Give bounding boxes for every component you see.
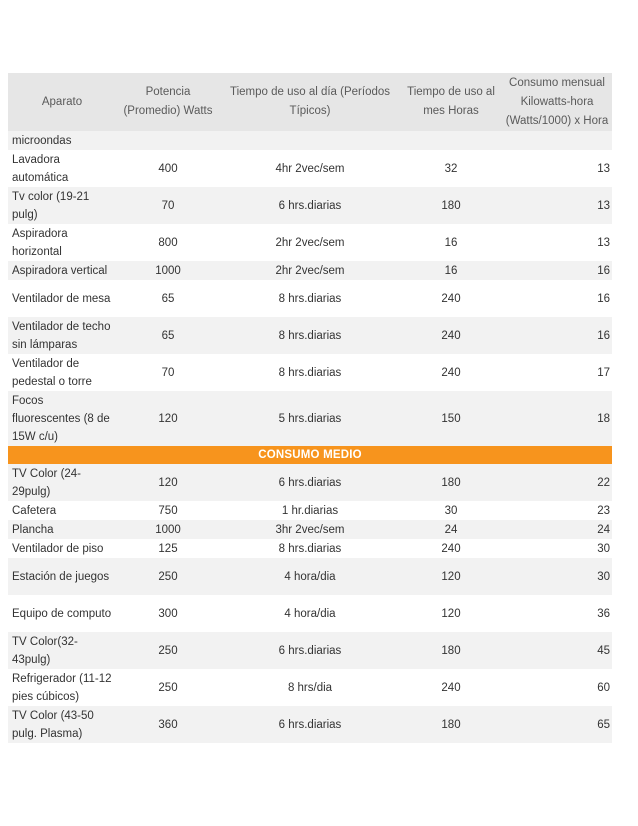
table-row — [8, 520, 612, 539]
cell-tiempo-dia: 2hr 2vec/sem — [220, 224, 400, 261]
cell-tiempo-mes: 16 — [400, 224, 502, 261]
cell-tiempo-dia: 8 hrs.diarias — [220, 280, 400, 317]
cell-aparato: Equipo de computo — [8, 595, 116, 632]
cell-aparato: Cafetera — [8, 501, 116, 520]
cell-aparato: Refrigerador (11-12 pies cúbicos) — [8, 669, 116, 706]
cell-consumo: 36 — [502, 595, 612, 632]
table-header-row — [8, 73, 612, 131]
cell-tiempo-dia: 6 hrs.diarias — [220, 464, 400, 501]
cell-potencia: 250 — [116, 632, 220, 669]
cell-potencia: 70 — [116, 187, 220, 224]
cell-tiempo-dia: 4hr 2vec/sem — [220, 150, 400, 187]
cell-potencia: 300 — [116, 595, 220, 632]
cell-tiempo-dia: 8 hrs.diarias — [220, 539, 400, 558]
table-row — [8, 595, 612, 632]
cell-aparato: TV Color (43-50 pulg. Plasma) — [8, 706, 116, 743]
cell-potencia: 65 — [116, 280, 220, 317]
cell-tiempo-mes: 24 — [400, 520, 502, 539]
cell-aparato: Ventilador de piso — [8, 539, 116, 558]
cell-potencia: 400 — [116, 150, 220, 187]
cell-tiempo-dia: 6 hrs.diarias — [220, 632, 400, 669]
header-aparato: Aparato — [8, 73, 116, 131]
cell-tiempo-mes: 180 — [400, 187, 502, 224]
cell-consumo: 13 — [502, 187, 612, 224]
cell-consumo: 65 — [502, 706, 612, 743]
cell-aparato: TV Color(32-43pulg) — [8, 632, 116, 669]
cell-tiempo-dia: 6 hrs.diarias — [220, 706, 400, 743]
cell-potencia: 360 — [116, 706, 220, 743]
cell-consumo: 60 — [502, 669, 612, 706]
cell-aparato: Plancha — [8, 520, 116, 539]
cell-aparato: Estación de juegos — [8, 558, 116, 595]
cell-tiempo-dia: 5 hrs.diarias — [220, 391, 400, 446]
cell-aparato: TV Color (24-29pulg) — [8, 464, 116, 501]
cell-potencia: 250 — [116, 669, 220, 706]
cell-aparato: Focos fluorescentes (8 de 15W c/u) — [8, 391, 116, 446]
cell-tiempo-dia: 8 hrs.diarias — [220, 317, 400, 354]
header-potencia: Potencia (Promedio) Watts — [116, 73, 220, 131]
header-consumo: Consumo mensual Kilowatts-hora (Watts/1000) x Hora — [502, 73, 612, 131]
cell-consumo: 16 — [502, 317, 612, 354]
cell-consumo: 18 — [502, 391, 612, 446]
table-row — [8, 150, 612, 187]
consumption-table — [8, 73, 612, 743]
table-row — [8, 464, 612, 501]
cell-consumo — [502, 131, 612, 150]
cell-tiempo-dia: 1 hr.diarias — [220, 501, 400, 520]
cell-tiempo-mes: 32 — [400, 150, 502, 187]
header-tiempo-dia: Tiempo de uso al día (Períodos Típicos) — [220, 73, 400, 131]
cell-tiempo-mes: 240 — [400, 539, 502, 558]
cell-tiempo-mes: 240 — [400, 280, 502, 317]
cell-tiempo-dia — [220, 131, 400, 150]
cell-tiempo-dia: 2hr 2vec/sem — [220, 261, 400, 280]
cell-consumo: 17 — [502, 354, 612, 391]
table-row — [8, 224, 612, 261]
table-row — [8, 501, 612, 520]
cell-potencia: 1000 — [116, 261, 220, 280]
cell-tiempo-dia: 8 hrs.diarias — [220, 354, 400, 391]
cell-consumo: 30 — [502, 558, 612, 595]
cell-consumo: 13 — [502, 224, 612, 261]
cell-tiempo-mes: 16 — [400, 261, 502, 280]
table-row — [8, 669, 612, 706]
table-row — [8, 558, 612, 595]
cell-consumo: 23 — [502, 501, 612, 520]
cell-potencia: 65 — [116, 317, 220, 354]
table-row — [8, 632, 612, 669]
cell-tiempo-mes — [400, 131, 502, 150]
cell-tiempo-mes: 240 — [400, 669, 502, 706]
cell-tiempo-mes: 180 — [400, 706, 502, 743]
cell-tiempo-mes: 120 — [400, 595, 502, 632]
cell-tiempo-dia: 6 hrs.diarias — [220, 187, 400, 224]
cell-potencia: 750 — [116, 501, 220, 520]
cell-aparato: Ventilador de pedestal o torre — [8, 354, 116, 391]
cell-consumo: 13 — [502, 150, 612, 187]
cell-aparato: Ventilador de mesa — [8, 280, 116, 317]
table-row — [8, 354, 612, 391]
cell-potencia: 70 — [116, 354, 220, 391]
table-row — [8, 391, 612, 446]
cell-consumo: 16 — [502, 261, 612, 280]
cell-consumo: 16 — [502, 280, 612, 317]
cell-potencia: 800 — [116, 224, 220, 261]
cell-potencia — [116, 131, 220, 150]
cell-consumo: 22 — [502, 464, 612, 501]
cell-tiempo-mes: 30 — [400, 501, 502, 520]
table-row — [8, 280, 612, 317]
cell-tiempo-dia: 8 hrs/dia — [220, 669, 400, 706]
section-title: CONSUMO MEDIO — [8, 446, 612, 464]
cell-potencia: 1000 — [116, 520, 220, 539]
cell-potencia: 120 — [116, 464, 220, 501]
cell-potencia: 125 — [116, 539, 220, 558]
cell-consumo: 45 — [502, 632, 612, 669]
header-tiempo-mes: Tiempo de uso al mes Horas — [400, 73, 502, 131]
table-row — [8, 706, 612, 743]
cell-potencia: 120 — [116, 391, 220, 446]
cell-consumo: 30 — [502, 539, 612, 558]
table-row — [8, 187, 612, 224]
cell-potencia: 250 — [116, 558, 220, 595]
cell-tiempo-mes: 240 — [400, 354, 502, 391]
table-row — [8, 539, 612, 558]
cell-consumo: 24 — [502, 520, 612, 539]
cell-tiempo-mes: 120 — [400, 558, 502, 595]
cell-tiempo-dia: 4 hora/dia — [220, 595, 400, 632]
cell-aparato: Lavadora automática — [8, 150, 116, 187]
cell-aparato: Aspiradora vertical — [8, 261, 116, 280]
cell-tiempo-mes: 180 — [400, 464, 502, 501]
cell-tiempo-mes: 150 — [400, 391, 502, 446]
cell-tiempo-dia: 3hr 2vec/sem — [220, 520, 400, 539]
cell-tiempo-mes: 240 — [400, 317, 502, 354]
section-row-consumo-medio — [8, 446, 612, 464]
cell-tiempo-dia: 4 hora/dia — [220, 558, 400, 595]
cell-aparato: microondas — [8, 131, 116, 150]
cell-aparato: Ventilador de techo sin lámparas — [8, 317, 116, 354]
table-row — [8, 131, 612, 150]
table-row — [8, 261, 612, 280]
cell-aparato: Aspiradora horizontal — [8, 224, 116, 261]
cell-tiempo-mes: 180 — [400, 632, 502, 669]
table-row — [8, 317, 612, 354]
cell-aparato: Tv color (19-21 pulg) — [8, 187, 116, 224]
